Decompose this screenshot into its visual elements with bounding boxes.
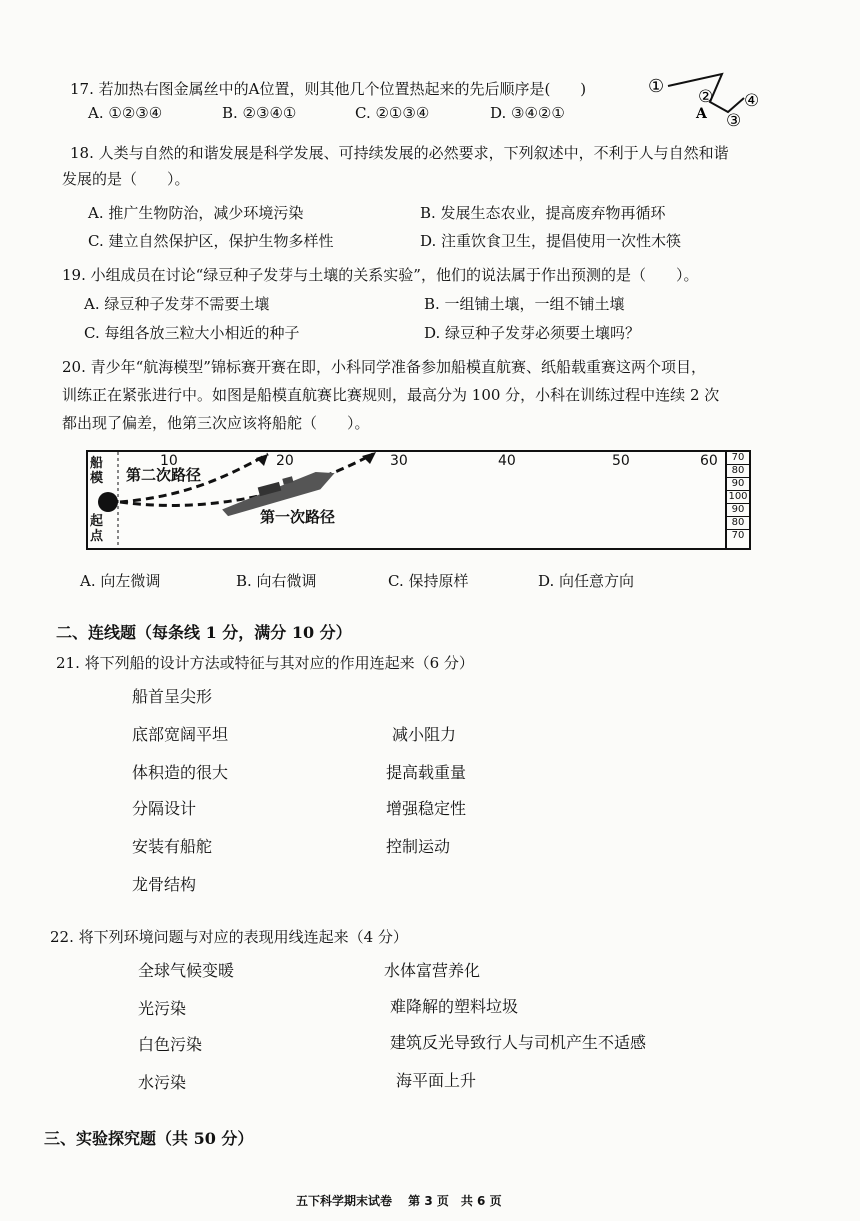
q20-option-a: A. 向左微调: [80, 572, 161, 590]
q20-option-b: B. 向右微调: [236, 572, 317, 590]
score-cell: 80: [727, 517, 749, 530]
q20-option-c: C. 保持原样: [388, 572, 469, 590]
score-cell: 90: [727, 504, 749, 517]
wire-point-a: A: [696, 106, 707, 122]
score-cell: 90: [727, 478, 749, 491]
q22-right-item: 难降解的塑料垃圾: [390, 997, 519, 1016]
q19-option-c: C. 每组各放三粒大小相近的种子: [84, 324, 300, 342]
q17-option-d: D. ③④②①: [490, 104, 565, 122]
first-path-arrow: [362, 452, 376, 464]
score-cell: 100: [728, 491, 748, 502]
q17-option-b: B. ②③④①: [222, 104, 297, 122]
q20-option-d: D. 向任意方向: [538, 572, 635, 590]
q21-right-item: 减小阻力: [392, 725, 457, 744]
q21-left-item: 分隔设计: [132, 799, 197, 818]
score-cell: 80: [727, 465, 749, 478]
score-cell: 70: [727, 452, 749, 465]
q21-left-item: 体积造的很大: [132, 763, 229, 782]
q22-left-item: 白色污染: [138, 1035, 203, 1054]
q18-option-b: B. 发展生态农业，提高废弃物再循环: [420, 204, 666, 222]
q20-line1: 20. 青少年“航海模型”锦标赛开赛在即，小科同学准备参加船模直航赛、纸船载重赛这两个项目，: [62, 358, 706, 376]
tick-60: 60: [700, 453, 718, 469]
q17-option-c: C. ②①③④: [355, 104, 430, 122]
q21-left-item: 船首呈尖形: [132, 687, 213, 706]
q18-option-d: D. 注重饮食卫生，提倡使用一次性木筷: [420, 232, 682, 250]
section3-title: 三、实验探究题（共 50 分）: [44, 1129, 254, 1148]
q18-line1: 18. 人类与自然的和谐发展是科学发展、可持续发展的必然要求，下列叙述中，不利于人与自然和谐: [70, 144, 729, 162]
q21-right-item: 提高载重量: [386, 763, 467, 782]
tick-10: 10: [160, 453, 178, 469]
q22-right-item: 建筑反光导致行人与司机产生不适感: [390, 1033, 647, 1052]
q19-text: 19. 小组成员在讨论“绿豆种子发芽与土壤的关系实验”，他们的说法属于作出预测的是（ ）。: [62, 266, 699, 284]
q21-text: 21. 将下列船的设计方法或特征与其对应的作用连起来（6 分）: [56, 654, 474, 672]
first-path-label: 第一次路径: [260, 508, 336, 526]
q22-left-item: 水污染: [138, 1073, 187, 1092]
q22-left-item: 光污染: [138, 999, 187, 1018]
start-point: [98, 492, 118, 512]
wire-point-4: ④: [744, 91, 760, 111]
q18-option-c: C. 建立自然保护区，保护生物多样性: [88, 232, 334, 250]
q19-option-a: A. 绿豆种子发芽不需要土壤: [84, 295, 270, 313]
q22-right-item: 海平面上升: [396, 1071, 477, 1090]
q19-option-b: B. 一组铺土壤，一组不铺土壤: [424, 295, 625, 313]
q21-left-item: 底部宽阔平坦: [132, 725, 229, 744]
score-cell: 70: [731, 530, 745, 541]
page-footer: 五下科学期末试卷 第 3 页 共 6 页: [296, 1194, 502, 1208]
score-scale: [725, 452, 749, 548]
boat-label: 船模: [90, 456, 104, 486]
q17-option-a: A. ①②③④: [88, 104, 163, 122]
q22-text: 22. 将下列环境问题与对应的表现用线连起来（4 分）: [50, 928, 408, 946]
start-label: 起点: [90, 514, 104, 544]
q20-line2: 训练正在紧张进行中。如图是船模直航赛比赛规则，最高分为 100 分，小科在训练过程中连续 2 次: [62, 386, 720, 404]
section2-title: 二、连线题（每条线 1 分，满分 10 分）: [56, 623, 352, 642]
second-path-label: 第二次路径: [126, 466, 202, 484]
q21-right-item: 增强稳定性: [386, 799, 467, 818]
q21-right-item: 控制运动: [386, 837, 451, 856]
q21-left-item: 龙骨结构: [132, 875, 197, 894]
q18-option-a: A. 推广生物防治，减少环境污染: [88, 204, 304, 222]
q22-left-item: 全球气候变暖: [138, 961, 235, 980]
wire-point-3: ③: [726, 111, 742, 128]
q18-line2: 发展的是（ ）。: [62, 170, 190, 188]
metal-wire-figure: [640, 68, 770, 128]
q20-line3: 都出现了偏差，他第三次应该将船舵（ ）。: [62, 414, 370, 432]
wire-point-2: ②: [698, 87, 714, 107]
tick-40: 40: [498, 453, 516, 469]
boat-course-figure: [86, 450, 751, 550]
tick-50: 50: [612, 453, 630, 469]
q17-text: 17. 若加热右图金属丝中的A位置，则其他几个位置热起来的先后顺序是( ): [70, 80, 587, 98]
q22-right-item: 水体富营养化: [384, 961, 481, 980]
tick-30: 30: [390, 453, 408, 469]
q19-option-d: D. 绿豆种子发芽必须要土壤吗？: [424, 324, 641, 342]
wire-point-1: ①: [648, 76, 665, 97]
q21-left-item: 安装有船舵: [132, 837, 213, 856]
tick-20: 20: [276, 453, 294, 469]
